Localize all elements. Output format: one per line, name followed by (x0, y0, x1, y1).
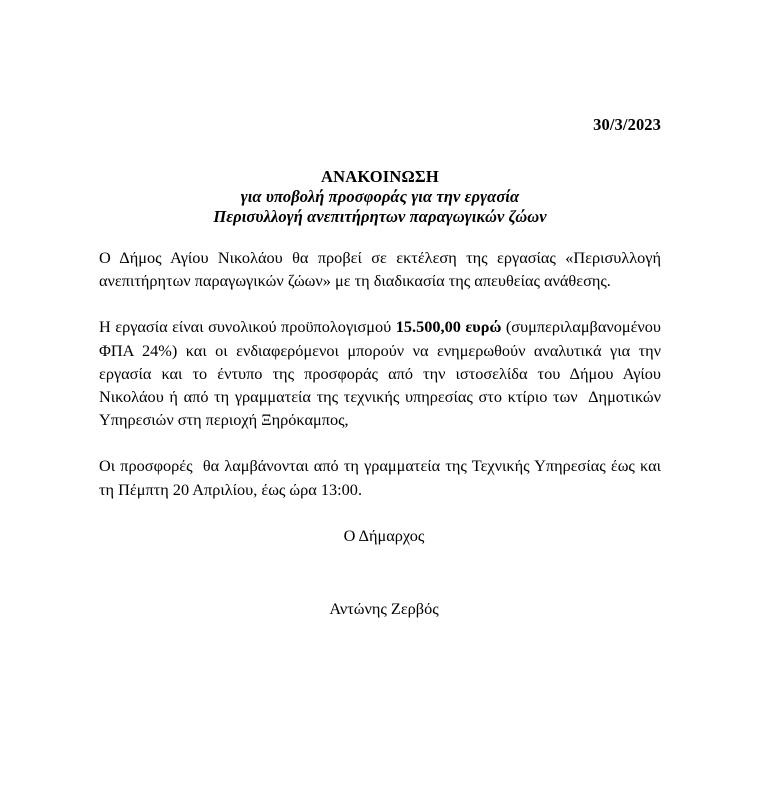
document-body (99, 246, 666, 501)
heading-subtitle-line-1: για υποβολή προσφοράς για την εργασία (240, 187, 520, 206)
heading-subtitle-line-2: Περισυλλογή ανεπιτήρητων παραγωγικών ζώων (213, 206, 547, 226)
paragraph-budget (99, 315, 666, 431)
signature-role-row (99, 524, 661, 547)
signature-name: Αντώνης Ζερβός (329, 599, 439, 618)
document-heading (99, 167, 661, 226)
document-date: 30/3/2023 (593, 115, 661, 134)
heading-title: ΑΝΑΚΟΙΝΩΣΗ (321, 167, 439, 186)
signature-name-row (99, 597, 661, 620)
paragraph-intro: Ο Δήμος Αγίου Νικολάου θα προβεί σε εκτέλεση της εργασίας «Περισυλλογή ανεπιτήρητων παραγωγικών ζώων» με τη διαδικασία της απευθείας ανάθεσης. (99, 248, 666, 291)
paragraph-deadline: Οι προσφορές θα λαμβάνονται από τη γραμματεία της Τεχνικής Υπηρεσίας έως και τη Πέμπτη 20 Απριλίου, έως ώρα 13:00. (99, 456, 666, 499)
paragraph-budget-text-after: (συμπεριλαμβανομένου ΦΠΑ 24%) και οι ενδιαφερόμενοι μπορούν να ενημερωθούν αναλυτικά για την εργασία και το έντυπο της προσφοράς από την ιστοσελίδα του Δήμου Αγίου Νικολάου ή από τη γραμματεία της τεχνικής υπηρεσίας στο κτίριο των Δημοτικών Υπηρεσιών στη περιοχή Ξηρόκαμπος, (99, 317, 666, 430)
budget-amount: 15.500,00 ευρώ (395, 317, 502, 337)
signature-role: Ο Δήμαρχος (343, 526, 425, 545)
paragraph-budget-text-before: Η εργασία είναι συνολικού προϋπολογισμού (99, 317, 396, 337)
